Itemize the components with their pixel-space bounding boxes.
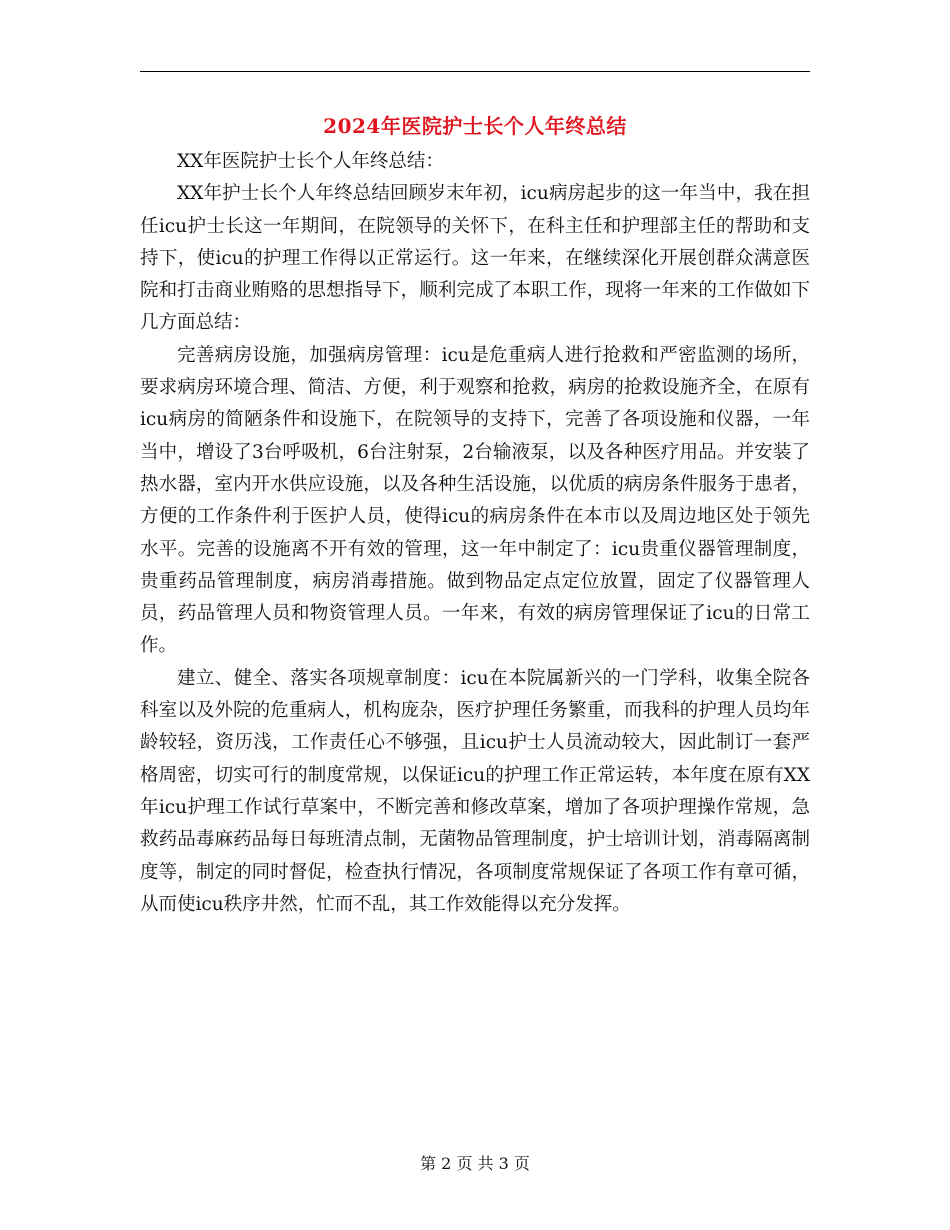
- document-body: [140, 146, 810, 921]
- paragraph-facilities: 完善病房设施，加强病房管理：icu是危重病人进行抢救和严密监测的场所，要求病房环境合理、简洁、方便，利于观察和抢救，病房的抢救设施齐全，在原有icu病房的简陋条件和设施下，在院领导的支持下，完善了各项设施和仪器，一年当中，增设了3台呼吸机，6台注射泵，2台输液泵，以及各种医疗用品。并安装了热水器，室内开水供应设施，以及各种生活设施，以优质的病房条件服务于患者，方便的工作条件利于医护人员，使得icu的病房条件在本市以及周边地区处于领先水平。完善的设施离不开有效的管理，这一年中制定了：icu贵重仪器管理制度，贵重药品管理制度，病房消毒措施。做到物品定点定位放置，固定了仪器管理人员，药品管理人员和物资管理人员。一年来，有效的病房管理保证了icu的日常工作。: [140, 344, 810, 657]
- paragraph-intro: XX年护士长个人年终总结回顾岁末年初，icu病房起步的这一年当中，我在担任icu护士长这一年期间，在院领导的关怀下，在科主任和护理部主任的帮助和支持下，使icu的护理工作得以正常运行。这一年来，在继续深化开展创群众满意医院和打击商业贿赂的思想指导下，顺利完成了本职工作，现将一年来的工作做如下几方面总结：: [140, 183, 810, 334]
- header-rule: [140, 71, 810, 72]
- page-number: 第 2 页 共 3 页: [420, 1154, 530, 1173]
- paragraph-heading: XX年医院护士长个人年终总结：: [177, 151, 444, 172]
- paragraph-regulations: 建立、健全、落实各项规章制度：icu在本院属新兴的一门学科，收集全院各科室以及外院的危重病人，机构庞杂，医疗护理任务繁重，而我科的护理人员均年龄较轻，资历浅，工作责任心不够强，且icu护士人员流动较大，因此制订一套严格周密，切实可行的制度常规，以保证icu的护理工作正常运转，本年度在原有XX年icu护理工作试行草案中，不断完善和修改草案，增加了各项护理操作常规，急救药品毒麻药品每日每班清点制，无菌物品管理制度，护士培训计划，消毒隔离制度等，制定的同时督促，检查执行情况，各项制度常规保证了各项工作有章可循，从而使icu秩序井然，忙而不乱，其工作效能得以充分发挥。: [140, 667, 810, 915]
- document-title: 2024年医院护士长个人年终总结: [323, 114, 627, 138]
